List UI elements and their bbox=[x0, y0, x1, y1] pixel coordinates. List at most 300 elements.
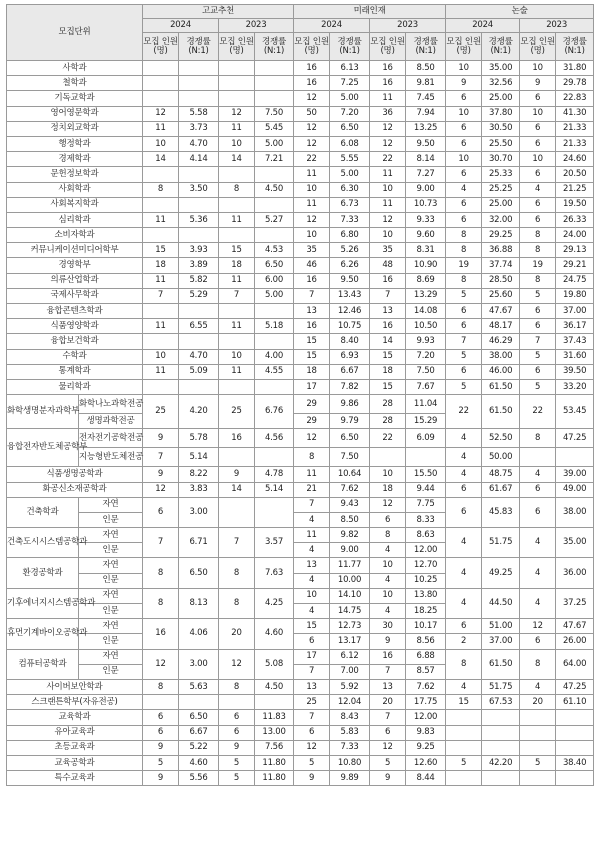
unit-name: 교육공학과 bbox=[7, 755, 143, 770]
table-cell: 6 bbox=[520, 167, 556, 182]
unit-name: 기독교학과 bbox=[7, 91, 143, 106]
table-cell: 18 bbox=[143, 258, 179, 273]
table-cell: 9 bbox=[219, 467, 255, 482]
table-cell: 6 bbox=[520, 136, 556, 151]
table-cell: 5.82 bbox=[179, 273, 219, 288]
table-cell: 3.00 bbox=[179, 649, 219, 679]
table-cell: 8 bbox=[219, 679, 255, 694]
table-cell: 6.12 bbox=[330, 649, 370, 664]
table-cell: 21.25 bbox=[556, 182, 594, 197]
table-row bbox=[7, 197, 594, 212]
sub-unit-name: 자연 bbox=[79, 558, 143, 573]
table-cell: 25 bbox=[143, 395, 179, 429]
table-cell: 4 bbox=[520, 528, 556, 558]
header-quota: 모집 인원(명) bbox=[143, 33, 179, 61]
sub-unit-name: 자연 bbox=[79, 619, 143, 634]
table-cell: 4.70 bbox=[179, 136, 219, 151]
table-cell: 10.80 bbox=[330, 755, 370, 770]
table-cell bbox=[179, 695, 219, 710]
table-cell: 50.00 bbox=[482, 448, 520, 467]
table-cell: 51.00 bbox=[482, 619, 520, 634]
table-cell: 6.50 bbox=[330, 121, 370, 136]
table-cell: 8.14 bbox=[406, 152, 446, 167]
header-rate: 경쟁률 (N:1) bbox=[482, 33, 520, 61]
table-cell: 16 bbox=[294, 273, 330, 288]
table-cell: 8.31 bbox=[406, 243, 446, 258]
table-cell: 8 bbox=[370, 528, 406, 543]
table-cell: 10 bbox=[370, 228, 406, 243]
table-row bbox=[7, 334, 594, 349]
table-cell: 5 bbox=[370, 755, 406, 770]
table-row bbox=[7, 243, 594, 258]
table-cell: 25.00 bbox=[482, 91, 520, 106]
table-header bbox=[7, 5, 594, 61]
table-cell: 25.50 bbox=[482, 136, 520, 151]
table-cell: 7.21 bbox=[255, 152, 294, 167]
table-cell: 10.90 bbox=[406, 258, 446, 273]
unit-name: 소비자학과 bbox=[7, 228, 143, 243]
table-cell: 5.00 bbox=[255, 288, 294, 303]
table-cell: 29 bbox=[294, 414, 330, 429]
table-cell: 16 bbox=[370, 649, 406, 664]
table-cell: 6.50 bbox=[179, 558, 219, 588]
header-quota: 모집 인원(명) bbox=[370, 33, 406, 61]
unit-name: 통계학과 bbox=[7, 364, 143, 379]
table-cell: 32.56 bbox=[482, 76, 520, 91]
admission-stats-table bbox=[6, 4, 594, 786]
table-cell: 8 bbox=[520, 429, 556, 448]
header-year: 2023 bbox=[219, 19, 294, 33]
table-cell: 12 bbox=[143, 482, 179, 497]
table-cell: 49.00 bbox=[556, 482, 594, 497]
table-cell: 21.33 bbox=[556, 121, 594, 136]
table-cell: 29.21 bbox=[556, 258, 594, 273]
table-cell bbox=[219, 91, 255, 106]
table-cell: 18 bbox=[294, 364, 330, 379]
table-cell: 12 bbox=[294, 429, 330, 448]
table-cell: 9 bbox=[143, 740, 179, 755]
table-cell: 10 bbox=[143, 136, 179, 151]
table-cell: 61.50 bbox=[482, 649, 520, 679]
table-cell: 16 bbox=[219, 429, 255, 448]
header-rate: 경쟁률 (N:1) bbox=[406, 33, 446, 61]
table-row bbox=[7, 634, 594, 649]
header-group-gochu: 고교추천 bbox=[143, 5, 294, 19]
table-cell: 6 bbox=[370, 725, 406, 740]
sub-unit-name: 인문 bbox=[79, 543, 143, 558]
sub-unit-name: 인문 bbox=[79, 604, 143, 619]
table-cell bbox=[255, 197, 294, 212]
table-row bbox=[7, 76, 594, 91]
table-cell: 6.09 bbox=[406, 429, 446, 448]
table-cell: 29.13 bbox=[556, 243, 594, 258]
table-cell bbox=[482, 771, 520, 786]
table-cell: 9 bbox=[370, 771, 406, 786]
table-cell: 13.25 bbox=[406, 121, 446, 136]
table-cell bbox=[143, 304, 179, 319]
table-cell: 6 bbox=[446, 497, 482, 527]
table-cell bbox=[179, 334, 219, 349]
table-cell: 4 bbox=[446, 182, 482, 197]
admission-table-container bbox=[6, 4, 593, 786]
table-cell: 48.75 bbox=[482, 467, 520, 482]
table-cell: 24.60 bbox=[556, 152, 594, 167]
table-cell bbox=[179, 304, 219, 319]
table-row bbox=[7, 695, 594, 710]
table-cell: 20.50 bbox=[556, 167, 594, 182]
table-cell bbox=[219, 197, 255, 212]
table-cell: 10 bbox=[294, 182, 330, 197]
table-cell: 11 bbox=[294, 167, 330, 182]
sub-unit-name: 자연 bbox=[79, 497, 143, 512]
table-cell: 6.55 bbox=[179, 319, 219, 334]
table-cell: 5.45 bbox=[255, 121, 294, 136]
table-cell: 11 bbox=[143, 319, 179, 334]
table-cell: 25.60 bbox=[482, 288, 520, 303]
table-cell: 11 bbox=[370, 167, 406, 182]
table-cell: 64.00 bbox=[556, 649, 594, 679]
unit-name: 화공신소재공학과 bbox=[7, 482, 143, 497]
table-cell: 45.83 bbox=[482, 497, 520, 527]
table-cell: 8 bbox=[446, 243, 482, 258]
table-cell: 6 bbox=[294, 634, 330, 649]
table-cell: 7.33 bbox=[330, 740, 370, 755]
table-cell: 20 bbox=[520, 695, 556, 710]
table-cell: 6 bbox=[520, 497, 556, 527]
table-cell: 39.50 bbox=[556, 364, 594, 379]
unit-name: 행정학과 bbox=[7, 136, 143, 151]
table-cell: 9 bbox=[219, 740, 255, 755]
table-cell bbox=[482, 725, 520, 740]
table-cell: 5.09 bbox=[179, 364, 219, 379]
table-cell: 48.17 bbox=[482, 319, 520, 334]
table-cell bbox=[219, 497, 255, 527]
table-row bbox=[7, 395, 594, 414]
table-cell: 13.43 bbox=[330, 288, 370, 303]
table-row bbox=[7, 152, 594, 167]
table-cell: 8 bbox=[219, 182, 255, 197]
table-cell: 11 bbox=[219, 273, 255, 288]
table-cell: 8 bbox=[294, 448, 330, 467]
table-cell: 8.33 bbox=[406, 512, 446, 527]
table-cell: 36.17 bbox=[556, 319, 594, 334]
table-cell: 7 bbox=[143, 448, 179, 467]
header-rate: 경쟁률 (N:1) bbox=[179, 33, 219, 61]
table-cell: 10 bbox=[446, 106, 482, 121]
table-cell: 6 bbox=[446, 619, 482, 634]
table-cell: 10.64 bbox=[330, 467, 370, 482]
table-cell: 8.56 bbox=[406, 634, 446, 649]
table-cell: 9.00 bbox=[330, 543, 370, 558]
table-cell: 36.00 bbox=[556, 558, 594, 588]
unit-name: 의류산업학과 bbox=[7, 273, 143, 288]
table-cell: 12 bbox=[219, 106, 255, 121]
table-cell: 6 bbox=[520, 197, 556, 212]
table-cell: 13 bbox=[370, 304, 406, 319]
table-cell: 12 bbox=[294, 212, 330, 227]
table-cell: 10.50 bbox=[406, 319, 446, 334]
table-cell: 8 bbox=[520, 243, 556, 258]
table-cell: 38.00 bbox=[556, 497, 594, 527]
table-cell: 7.33 bbox=[330, 212, 370, 227]
table-cell: 5.08 bbox=[255, 649, 294, 679]
table-cell: 22 bbox=[520, 395, 556, 429]
table-cell: 10 bbox=[219, 136, 255, 151]
table-cell: 7.20 bbox=[330, 106, 370, 121]
table-cell: 25.00 bbox=[482, 197, 520, 212]
table-cell: 24.00 bbox=[556, 228, 594, 243]
unit-name: 경제학과 bbox=[7, 152, 143, 167]
table-cell: 19.80 bbox=[556, 288, 594, 303]
table-cell: 6.50 bbox=[179, 710, 219, 725]
table-cell: 46.29 bbox=[482, 334, 520, 349]
table-cell bbox=[482, 710, 520, 725]
table-cell bbox=[219, 334, 255, 349]
header-quota: 모집 인원(명) bbox=[446, 33, 482, 61]
table-cell: 12 bbox=[370, 212, 406, 227]
unit-name: 화학생명분자과학부 bbox=[7, 395, 79, 429]
table-cell: 4.53 bbox=[255, 243, 294, 258]
table-cell: 6 bbox=[294, 725, 330, 740]
table-cell: 5 bbox=[219, 755, 255, 770]
unit-name: 식품영양학과 bbox=[7, 319, 143, 334]
table-cell bbox=[446, 725, 482, 740]
table-cell: 10 bbox=[520, 61, 556, 76]
table-row bbox=[7, 448, 594, 467]
table-cell: 22 bbox=[446, 395, 482, 429]
table-cell: 16 bbox=[370, 273, 406, 288]
table-cell: 22 bbox=[370, 429, 406, 448]
table-cell: 7 bbox=[294, 710, 330, 725]
table-cell: 9.79 bbox=[330, 414, 370, 429]
table-cell: 13 bbox=[294, 304, 330, 319]
table-cell bbox=[255, 304, 294, 319]
table-cell: 16 bbox=[294, 76, 330, 91]
table-cell: 25.25 bbox=[482, 182, 520, 197]
table-cell: 11.77 bbox=[330, 558, 370, 573]
table-cell: 7.82 bbox=[330, 379, 370, 394]
table-row bbox=[7, 558, 594, 573]
table-cell: 8.50 bbox=[330, 512, 370, 527]
table-cell: 3.89 bbox=[179, 258, 219, 273]
table-cell: 33.20 bbox=[556, 379, 594, 394]
table-cell: 9.60 bbox=[406, 228, 446, 243]
table-cell: 7 bbox=[520, 334, 556, 349]
table-cell: 38.00 bbox=[482, 349, 520, 364]
table-cell: 9.86 bbox=[330, 395, 370, 414]
table-cell: 9.00 bbox=[406, 182, 446, 197]
table-cell: 8 bbox=[446, 273, 482, 288]
table-cell: 12 bbox=[143, 649, 179, 679]
unit-name: 초등교육과 bbox=[7, 740, 143, 755]
table-row bbox=[7, 91, 594, 106]
table-cell: 9.50 bbox=[406, 136, 446, 151]
table-cell: 9 bbox=[446, 76, 482, 91]
table-cell: 67.53 bbox=[482, 695, 520, 710]
table-cell: 16 bbox=[370, 76, 406, 91]
table-cell: 51.75 bbox=[482, 679, 520, 694]
table-cell bbox=[143, 334, 179, 349]
sub-unit-name: 화학나노과학전공 bbox=[79, 395, 143, 414]
table-row bbox=[7, 771, 594, 786]
header-year: 2023 bbox=[520, 19, 594, 33]
table-cell: 11.80 bbox=[255, 755, 294, 770]
table-cell: 26.33 bbox=[556, 212, 594, 227]
table-cell: 6 bbox=[446, 212, 482, 227]
table-cell: 4.50 bbox=[255, 679, 294, 694]
table-cell bbox=[219, 61, 255, 76]
table-cell: 11 bbox=[143, 212, 179, 227]
table-cell: 5.63 bbox=[179, 679, 219, 694]
table-cell: 10.00 bbox=[330, 573, 370, 588]
table-cell: 31.80 bbox=[556, 61, 594, 76]
table-cell bbox=[179, 379, 219, 394]
table-cell: 4 bbox=[520, 182, 556, 197]
unit-name: 수학과 bbox=[7, 349, 143, 364]
table-cell: 11 bbox=[143, 273, 179, 288]
table-cell: 7.75 bbox=[406, 497, 446, 512]
table-row bbox=[7, 740, 594, 755]
table-cell: 9 bbox=[370, 634, 406, 649]
table-cell: 7.27 bbox=[406, 167, 446, 182]
table-cell: 37.00 bbox=[482, 634, 520, 649]
header-unit: 모집단위 bbox=[7, 5, 143, 61]
table-cell: 15 bbox=[294, 334, 330, 349]
table-cell: 10 bbox=[219, 349, 255, 364]
table-cell: 7 bbox=[294, 497, 330, 512]
table-cell: 8.43 bbox=[330, 710, 370, 725]
table-cell bbox=[255, 91, 294, 106]
table-cell: 4 bbox=[520, 588, 556, 618]
table-cell bbox=[143, 228, 179, 243]
table-cell: 32.00 bbox=[482, 212, 520, 227]
table-cell: 29 bbox=[294, 395, 330, 414]
table-cell: 6 bbox=[520, 319, 556, 334]
unit-name: 국제사무학과 bbox=[7, 288, 143, 303]
table-cell: 9.82 bbox=[330, 528, 370, 543]
table-cell bbox=[143, 91, 179, 106]
header-year: 2024 bbox=[446, 19, 520, 33]
table-cell: 6.71 bbox=[179, 528, 219, 558]
table-cell: 5.29 bbox=[179, 288, 219, 303]
table-cell: 9 bbox=[294, 771, 330, 786]
table-cell: 8.44 bbox=[406, 771, 446, 786]
table-cell: 4.50 bbox=[255, 182, 294, 197]
sub-unit-name: 지능형반도체전공 bbox=[79, 448, 143, 467]
table-row bbox=[7, 429, 594, 448]
table-cell: 4 bbox=[446, 467, 482, 482]
table-cell: 6 bbox=[143, 497, 179, 527]
table-row bbox=[7, 710, 594, 725]
table-cell bbox=[520, 448, 556, 467]
table-cell: 9 bbox=[143, 429, 179, 448]
table-cell: 5.00 bbox=[255, 136, 294, 151]
table-cell: 36.88 bbox=[482, 243, 520, 258]
table-cell: 11 bbox=[370, 91, 406, 106]
table-cell bbox=[219, 448, 255, 467]
table-cell bbox=[219, 695, 255, 710]
table-cell: 2 bbox=[446, 634, 482, 649]
table-cell: 20 bbox=[219, 619, 255, 649]
table-cell: 35 bbox=[370, 243, 406, 258]
table-cell: 15.50 bbox=[406, 467, 446, 482]
table-cell: 61.50 bbox=[482, 379, 520, 394]
table-cell: 6 bbox=[446, 364, 482, 379]
table-cell: 14.75 bbox=[330, 604, 370, 619]
table-cell: 53.45 bbox=[556, 395, 594, 429]
table-cell: 10 bbox=[520, 106, 556, 121]
table-cell: 10 bbox=[294, 588, 330, 603]
table-cell: 12 bbox=[370, 740, 406, 755]
table-cell: 21.33 bbox=[556, 136, 594, 151]
table-cell: 13.00 bbox=[255, 725, 294, 740]
unit-name: 식품생명공학과 bbox=[7, 467, 143, 482]
unit-name: 물리학과 bbox=[7, 379, 143, 394]
table-cell: 4.20 bbox=[179, 395, 219, 429]
table-cell: 7.62 bbox=[330, 482, 370, 497]
table-cell: 6.67 bbox=[179, 725, 219, 740]
table-cell: 28 bbox=[370, 395, 406, 414]
table-cell: 3.57 bbox=[255, 528, 294, 558]
table-cell: 26.00 bbox=[556, 634, 594, 649]
table-cell: 5 bbox=[294, 755, 330, 770]
table-cell: 35 bbox=[294, 243, 330, 258]
table-cell: 19 bbox=[520, 258, 556, 273]
table-cell: 22 bbox=[294, 152, 330, 167]
table-row bbox=[7, 258, 594, 273]
table-cell: 12 bbox=[294, 91, 330, 106]
table-cell: 5 bbox=[446, 288, 482, 303]
table-cell: 22 bbox=[370, 152, 406, 167]
table-cell: 8.69 bbox=[406, 273, 446, 288]
table-cell: 8.57 bbox=[406, 664, 446, 679]
table-cell: 4 bbox=[446, 528, 482, 558]
table-cell: 6.88 bbox=[406, 649, 446, 664]
table-cell: 8.63 bbox=[406, 528, 446, 543]
table-cell: 10.25 bbox=[406, 573, 446, 588]
table-cell: 47.25 bbox=[556, 679, 594, 694]
unit-name: 컴퓨터공학과 bbox=[7, 649, 79, 679]
table-cell: 6 bbox=[520, 121, 556, 136]
table-cell: 4 bbox=[370, 573, 406, 588]
table-cell: 4.55 bbox=[255, 364, 294, 379]
table-cell: 14.08 bbox=[406, 304, 446, 319]
table-cell: 15 bbox=[294, 349, 330, 364]
table-cell: 7.20 bbox=[406, 349, 446, 364]
table-cell: 8 bbox=[143, 182, 179, 197]
table-cell: 6.13 bbox=[330, 61, 370, 76]
table-cell bbox=[520, 710, 556, 725]
table-cell: 9.93 bbox=[406, 334, 446, 349]
unit-name: 사회복지학과 bbox=[7, 197, 143, 212]
table-cell: 44.50 bbox=[482, 588, 520, 618]
unit-name: 융합전자반도체공학부 bbox=[7, 429, 79, 467]
table-cell: 4.70 bbox=[179, 349, 219, 364]
table-cell: 25 bbox=[294, 695, 330, 710]
table-cell: 46 bbox=[294, 258, 330, 273]
table-cell bbox=[255, 334, 294, 349]
table-cell: 15 bbox=[446, 695, 482, 710]
table-cell: 7 bbox=[370, 288, 406, 303]
table-cell: 28 bbox=[370, 414, 406, 429]
table-row bbox=[7, 319, 594, 334]
table-cell: 30.50 bbox=[482, 121, 520, 136]
unit-name: 융합보건학과 bbox=[7, 334, 143, 349]
table-cell: 6 bbox=[219, 725, 255, 740]
table-cell: 39.00 bbox=[556, 467, 594, 482]
table-cell: 13.17 bbox=[330, 634, 370, 649]
table-row bbox=[7, 136, 594, 151]
